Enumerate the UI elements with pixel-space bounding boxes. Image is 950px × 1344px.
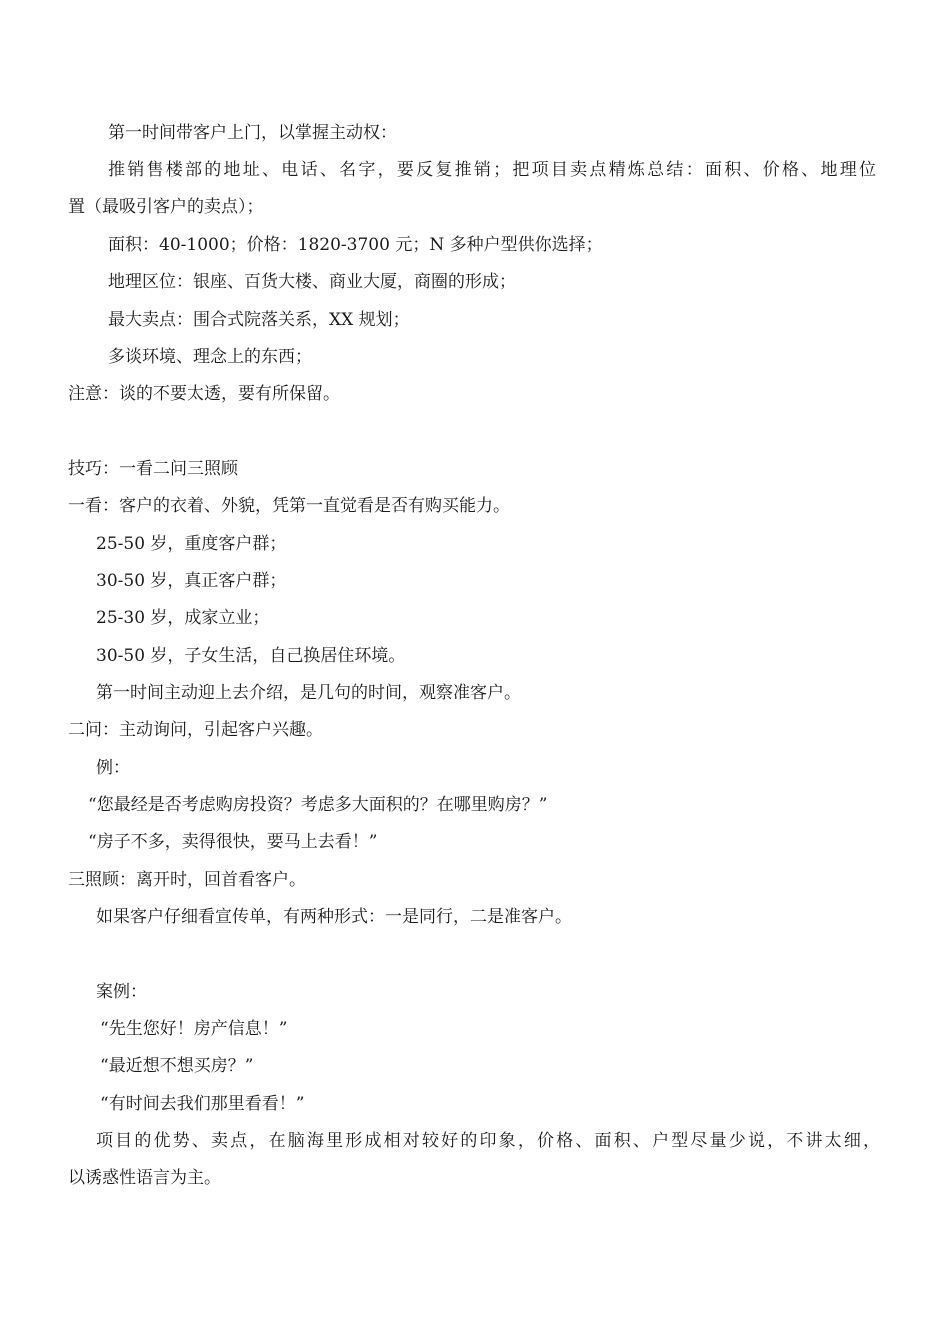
paragraph-line: 一看：客户的衣着、外貌，凭第一直觉看是否有购买能力。 (68, 496, 510, 516)
paragraph-line: 以诱惑性语言为主。 (68, 1168, 221, 1188)
list-item: 25-30 岁，成家立业； (96, 608, 270, 628)
list-item: 25-50 岁，重度客户群； (96, 534, 287, 554)
quote-line: “有时间去我们那里看看！” (100, 1094, 305, 1114)
paragraph-line: 项目的优势、卖点，在脑海里形成相对较好的印象，价格、面积、户型尽量少说，不讲太细， (96, 1131, 880, 1151)
paragraph-line: 第一时间主动迎上去介绍，是几句的时间，观察准客户。 (96, 683, 521, 703)
quote-line: “房子不多，卖得很快，要马上去看！” (88, 832, 378, 852)
paragraph-line: 二问：主动询问，引起客户兴趣。 (68, 720, 323, 740)
paragraph-line: 置（最吸引客户的卖点）； (68, 197, 264, 217)
quote-line: “最近想不想买房？” (100, 1056, 254, 1076)
section-heading: 技巧：一看二问三照顾 (68, 459, 238, 479)
paragraph-line: 如果客户仔细看宣传单，有两种形式：一是同行，二是准客户。 (96, 907, 572, 927)
note-line: 注意：谈的不要太透，要有所保留。 (68, 384, 340, 404)
paragraph-line: 面积：40-1000；价格：1820-3700 元；N 多种户型供你选择； (108, 235, 603, 255)
quote-line: “您最经是否考虑购房投资？考虑多大面积的？在哪里购房？” (88, 795, 548, 815)
paragraph-line: 地理区位：银座、百货大楼、商业大厦，商圈的形成； (108, 272, 516, 292)
quote-line: “先生您好！房产信息！” (100, 1019, 288, 1039)
paragraph-line: 例： (96, 758, 130, 778)
paragraph-line: 多谈环境、理念上的东西； (108, 347, 312, 367)
section-heading: 案例： (96, 982, 147, 1002)
list-item: 30-50 岁，真正客户群； (96, 571, 287, 591)
paragraph-line: 推销售楼部的地址、电话、名字，要反复推销；把项目卖点精炼总结：面积、价格、地理位 (108, 160, 876, 180)
paragraph-line: 最大卖点：围合式院落关系，XX 规划； (108, 310, 410, 330)
paragraph-line: 三照顾：离开时，回首看客户。 (68, 870, 306, 890)
paragraph-line: 第一时间带客户上门，以掌握主动权： (108, 123, 397, 143)
list-item: 30-50 岁，子女生活，自己换居住环境。 (96, 646, 406, 666)
